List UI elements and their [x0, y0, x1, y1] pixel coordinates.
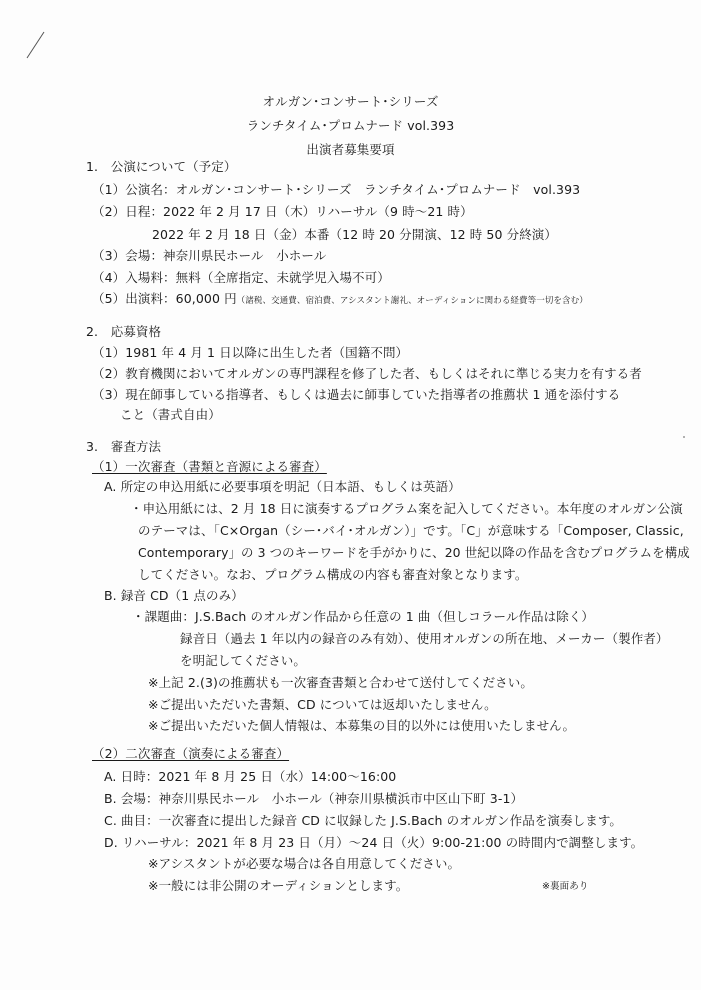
application-form-item: A. 所定の申込用紙に必要事項を明記（日本語、もしくは英語）: [104, 479, 461, 494]
set-piece-line1: ・課題曲：J.S.Bach のオルガン作品から任意の 1 曲（但しコラール作品は除く）: [132, 609, 595, 624]
audition-venue: B. 会場：神奈川県民ホール 小ホール（神奈川県横浜市中区山下町 3-1）: [104, 791, 524, 806]
performance-fee: [92, 293, 588, 306]
program-proposal-line4: してください。なお、プログラム構成の内容も審査対象となります。: [138, 567, 528, 582]
audition-date: A. 日時：2021 年 8 月 25 日（水）14:00～16:00: [104, 769, 397, 784]
fee-text: （5）出演料：60,000 円: [92, 291, 237, 306]
program-proposal-line1: ・申込用紙には、2 月 18 日に演奏するプログラム案を記入してください。本年度のオルガン公演: [130, 501, 683, 516]
venue: （3）会場：神奈川県民ホール 小ホール: [92, 248, 327, 263]
note-privacy: ※ご提出いただいた個人情報は、本募集の目的以外には使用いたしません。: [148, 718, 576, 733]
eligibility-recommendation: （3）現在師事している指導者、もしくは過去に師事していた指導者の推薦状 1 通を添付する: [92, 387, 621, 402]
header-program-title: ランチタイム･プロムナード vol.393: [246, 118, 455, 133]
set-piece-line3: を明記してください。: [180, 653, 307, 668]
eligibility-recommendation-cont: こと（書式自由）: [120, 407, 221, 422]
recording-cd-item: B. 録音 CD（1 点のみ）: [104, 588, 244, 603]
performance-name: （1）公演名：オルガン･コンサート･シリーズ ランチタイム･プロムナード vol.393: [92, 182, 581, 197]
program-proposal-line2: のテーマは、「C×Organ（シー･バイ･オルガン）」です。「C」が意味する「Composer, Classic,: [138, 523, 684, 538]
schedule-performance: 2022 年 2 月 18 日（金）本番（12 時 20 分開演、12 時 50 分終演）: [152, 227, 558, 242]
audition-repertoire: C. 曲目：一次審査に提出した録音 CD に収録した J.S.Bach のオルガン作品を演奏します。: [104, 813, 623, 828]
first-screening-heading: （1）一次審査（書類と音源による審査）: [92, 459, 327, 474]
eligibility-education: （2）教育機関においてオルガンの専門課程を修了した者、もしくはそれに準じる実力を有する者: [92, 366, 642, 381]
section-3-heading: 3. 審査方法: [86, 439, 162, 454]
schedule-rehearsal: （2）日程：2022 年 2 月 17 日（木）リハーサル（9 時～21 時）: [92, 204, 473, 219]
fee-note: （諸税、交通費、宿泊費、アシスタント謝礼、オーディションに関わる経費等一切を含む）: [236, 296, 588, 306]
second-screening-heading: （2）二次審査（演奏による審査）: [92, 746, 290, 761]
note-closed-audition: ※一般には非公開のオーディションとします。: [148, 878, 409, 893]
admission: （4）入場料：無料（全席指定、未就学児入場不可）: [92, 270, 390, 285]
scan-speck: [683, 436, 685, 438]
set-piece-line2: 録音日（過去 1 年以内の録音のみ有効）、使用オルガンの所在地、メーカー（製作者）: [180, 631, 669, 646]
header-doc-title: 出演者募集要項: [306, 142, 395, 157]
overleaf-note: ※裏面あり: [542, 881, 589, 892]
eligibility-birthdate: （1）1981 年 4 月 1 日以降に出生した者（国籍不問）: [92, 345, 409, 360]
note-assistant: ※アシスタントが必要な場合は各自用意してください。: [148, 856, 461, 871]
section-2-heading: 2. 応募資格: [86, 324, 162, 339]
audition-rehearsal: D. リハーサル：2021 年 8 月 23 日（月）～24 日（火）9:00-21:00 の時間内で調整します。: [104, 835, 644, 850]
pen-stroke-mark: [24, 30, 46, 60]
section-1-heading: 1. 公演について（予定）: [86, 159, 237, 174]
note-recommendation: ※上記 2.(3)の推薦状も一次審査書類と合わせて送付してください。: [148, 675, 533, 690]
header-series-title: オルガン･コンサート･シリーズ: [262, 94, 439, 109]
program-proposal-line3: Contemporary」の 3 つのキーワードを手がかりに、20 世紀以降の作品を含むプログラムを構成: [138, 545, 690, 560]
note-no-return: ※ご提出いただいた書類、CD については返却いたしません。: [148, 697, 497, 712]
